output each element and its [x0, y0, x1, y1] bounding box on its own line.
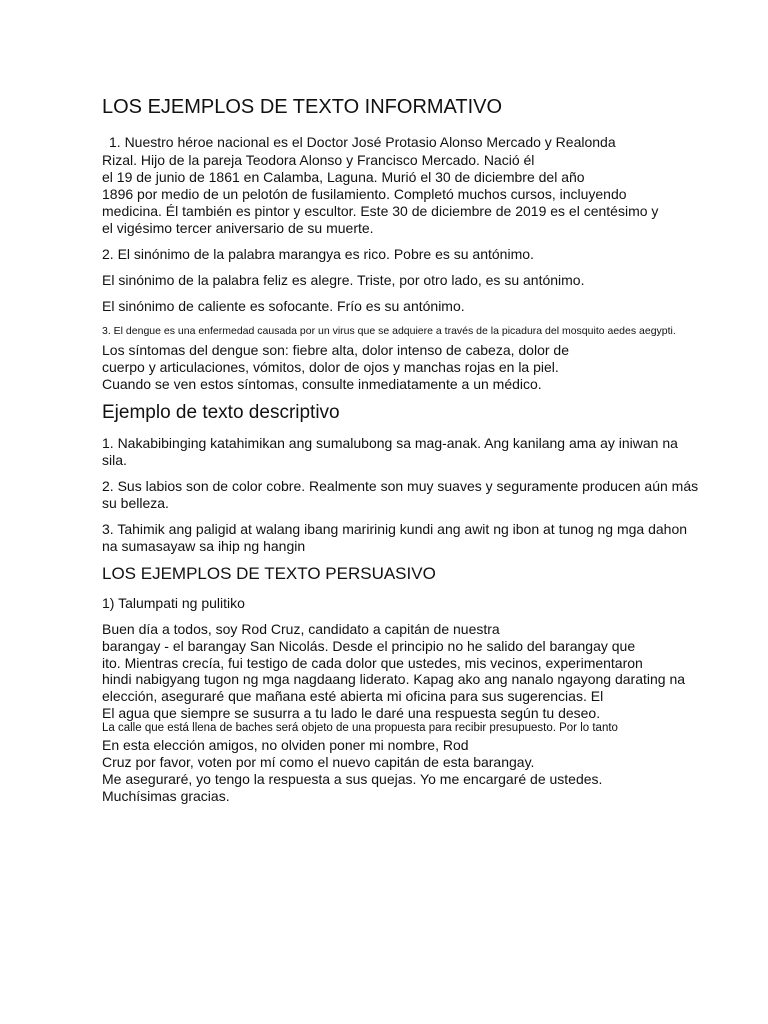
paragraph-line: barangay - el barangay San Nicolás. Desde el principio no he salido del barangay que	[102, 638, 636, 654]
paragraph-line: Los síntomas del dengue son: fiebre alta, dolor intenso de cabeza, dolor de	[102, 342, 569, 358]
paragraph-line: En esta elección amigos, no olviden poner mi nombre, Rod	[102, 737, 469, 753]
paragraph-line: Rizal. Hijo de la pareja Teodora Alonso y Francisco Mercado. Nació él	[102, 152, 535, 168]
paragraph-line: Muchísimas gracias.	[102, 788, 230, 804]
paragraph-line: Me aseguraré, yo tengo la respuesta a sus quejas. Yo me encargaré de ustedes.	[102, 771, 603, 787]
paragraph-line: Buen día a todos, soy Rod Cruz, candidato a capitán de nuestra	[102, 621, 500, 637]
paragraph-line: Cruz por favor, voten por mí como el nuevo capitán de esta barangay.	[102, 754, 535, 770]
paragraph-line: ito. Mientras crecía, fui testigo de cada dolor que ustedes, mis vecinos, experimentaron	[102, 655, 643, 671]
paragraph-line-small: La calle que está llena de baches será objeto de una propuesta para recibir presupuesto. Por lo tanto	[102, 722, 618, 734]
heading-texto-persuasivo: LOS EJEMPLOS DE TEXTO PERSUASIVO	[102, 564, 436, 583]
heading-texto-informativo: LOS EJEMPLOS DE TEXTO INFORMATIVO	[102, 96, 503, 118]
paragraph-line-small: 3. El dengue es una enfermedad causada por un virus que se adquiere a través de la picadura del mosquito aedes aegypti.	[102, 325, 676, 337]
paragraph-line: 1. Nuestro héroe nacional es el Doctor José Protasio Alonso Mercado y Realonda	[109, 134, 616, 150]
paragraph-line: sila.	[102, 452, 127, 468]
paragraph-line: 1896 por medio de un pelotón de fusilamiento. Completó muchos cursos, incluyendo	[102, 186, 627, 202]
heading-texto-descriptivo: Ejemplo de texto descriptivo	[102, 402, 340, 423]
paragraph-line: su belleza.	[102, 495, 169, 511]
paragraph-line: 2. Sus labios son de color cobre. Realmente son muy suaves y seguramente producen aún más	[102, 478, 699, 494]
paragraph-line: elección, aseguraré que mañana esté abierta mi oficina para sus sugerencias. El	[102, 688, 604, 704]
paragraph-line: el vigésimo tercer aniversario de su muerte.	[102, 220, 374, 236]
paragraph-caliente: El sinónimo de caliente es sofocante. Frío es su antónimo.	[102, 298, 465, 314]
paragraph-line: cuerpo y articulaciones, vómitos, dolor de ojos y manchas rojas en la piel.	[102, 359, 559, 375]
paragraph-line: na sumasayaw sa ihip ng hangin	[102, 538, 306, 554]
paragraph-line: 1. Nakabibinging katahimikan ang sumalubong sa mag-anak. Ang kanilang ama ay iniwan na	[102, 435, 678, 451]
paragraph-marangya: 2. El sinónimo de la palabra marangya es rico. Pobre es su antónimo.	[102, 246, 534, 262]
paragraph-line: 3. Tahimik ang paligid at walang ibang maririnig kundi ang awit ng ibon at tunog ng mga dahon	[102, 521, 688, 537]
paragraph-line: Cuando se ven estos síntomas, consulte inmediatamente a un médico.	[102, 376, 542, 392]
paragraph-line: hindi nabigyang tugon ng mga nagdaang liderato. Kapag ako ang nanalo ngayong darating na	[102, 671, 686, 687]
paragraph-line: El agua que siempre se susurra a tu lado le daré una respuesta según tu deseo.	[102, 705, 601, 721]
paragraph-line: el 19 de junio de 1861 en Calamba, Laguna. Murió el 30 de diciembre del año	[102, 169, 585, 185]
paragraph-line: medicina. Él también es pintor y escultor. Este 30 de diciembre de 2019 es el centésimo y	[102, 203, 659, 219]
speech-subtitle: 1) Talumpati ng pulitiko	[102, 595, 245, 611]
paragraph-feliz: El sinónimo de la palabra feliz es alegre. Triste, por otro lado, es su antónimo.	[102, 272, 585, 288]
